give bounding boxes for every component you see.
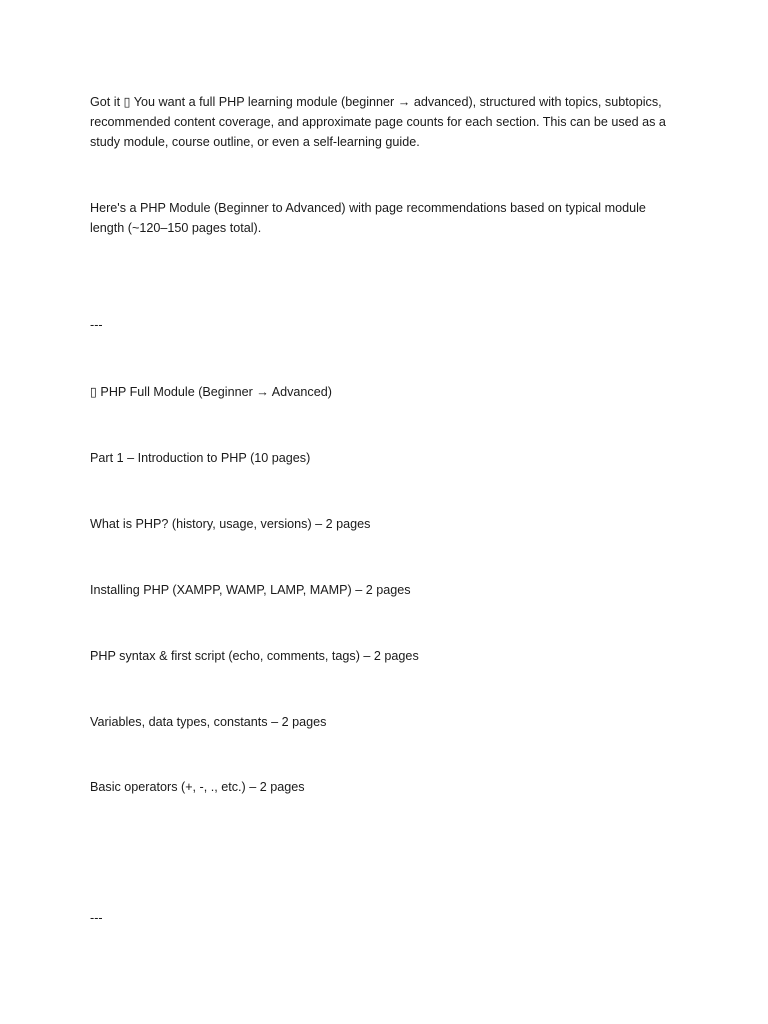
module-title: ▯ PHP Full Module (Beginner → Advanced)	[90, 385, 332, 399]
summary-paragraph: Here's a PHP Module (Beginner to Advanced) with page recommendations based on typical module length (~120–150 pages total).	[90, 201, 646, 235]
list-item: Variables, data types, constants – 2 pages	[90, 715, 327, 729]
list-item: Installing PHP (XAMPP, WAMP, LAMP, MAMP) – 2 pages	[90, 583, 411, 597]
list-item: Basic operators (+, -, ., etc.) – 2 pages	[90, 780, 305, 794]
separator-line: ---	[90, 911, 103, 925]
separator-line: ---	[90, 318, 103, 332]
list-item: PHP syntax & first script (echo, comments, tags) – 2 pages	[90, 649, 419, 663]
list-item: What is PHP? (history, usage, versions) – 2 pages	[90, 517, 371, 531]
intro-paragraph: Got it ▯ You want a full PHP learning module (beginner → advanced), structured with topics, subtopics, recommended content coverage, and approximate page counts for each section. This can be used as a study module, course outline, or even a self-learning guide.	[90, 95, 666, 149]
part-1-heading: Part 1 – Introduction to PHP (10 pages)	[90, 451, 311, 465]
